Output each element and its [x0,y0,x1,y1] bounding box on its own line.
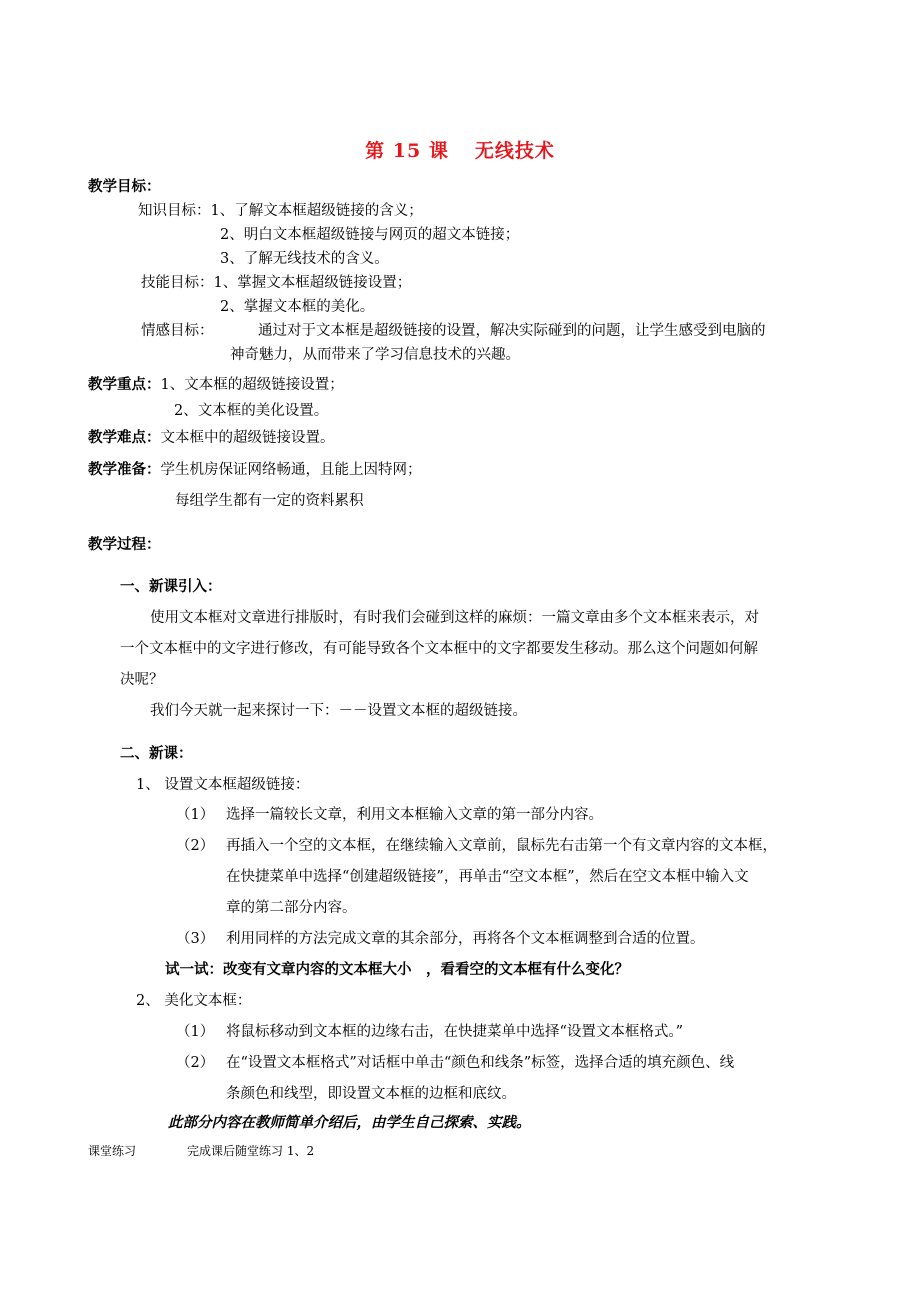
s1-item-1-number: （1） [176,807,215,823]
objectives-heading: 教学目标： [88,178,161,195]
intro-heading: 一、新课引入： [120,578,222,595]
preparation-text-1: 学生机房保证网络畅通，且能上因特网； [160,462,422,478]
key-points-label: 教学重点： [88,376,161,393]
knowledge-objective-3: 3、了解无线技术的含义。 [220,251,389,267]
key-points-line-1 [88,375,344,395]
skill-objective-1: 技能目标：1、掌握文本框超级链接设置； [141,275,412,291]
key-point-1: 1、文本框的超级链接设置； [160,377,344,393]
preparation-line-2: 每组学生都有一定的资料累积 [175,493,364,509]
s2-item-2-number: （2） [176,1055,215,1071]
intro-paragraph-2: 我们今天就一起来探讨一下：－－设置文本框的超级链接。 [150,703,527,719]
practice-label: 课堂练习 [88,1144,137,1158]
emotion-objective-line-2: 神奇魅力，从而带来了学习信息技术的兴趣。 [230,347,520,363]
intro-paragraph-line-1: 使用文本框对文章进行排版时，有时我们会碰到这样的麻烦：一篇文章由多个文本框来表示，对 [150,610,759,626]
key-point-2: 2、文本框的美化设置。 [174,403,329,419]
preparation-label: 教学准备： [88,461,161,478]
emotion-objective-line-1: 通过对于文本框是超级链接的设置，解决实际碰到的问题，让学生感受到电脑的 [258,323,766,339]
s2-item-1-text: 将鼠标移动到文本框的边缘右击，在快捷菜单中选择“设置文本框格式。” [226,1024,684,1040]
skill-objective-2: 2、掌握文本框的美化。 [220,299,375,315]
try-it-prompt: 试一试：改变有文章内容的文本框大小 ，看看空的文本框有什么变化？ [165,961,629,978]
difficulty-text: 文本框中的超级链接设置。 [160,430,335,446]
difficulty-label: 教学难点： [88,429,161,446]
title-lesson-number: 第 15 课 [365,140,449,162]
new-lesson-heading: 二、新课： [120,745,193,762]
s2-item-1-number: （1） [176,1024,215,1040]
knowledge-objective-2: 2、明白文本框超级链接与网页的超文本链接； [220,227,520,243]
s2-item-2-line-1: 在“设置文本框格式”对话框中单击“颜色和线条”标签，选择合适的填充颜色、线 [226,1055,735,1071]
page-title [0,136,920,163]
process-heading: 教学过程： [88,536,161,553]
s2-item-2-line-2: 条颜色和线型，即设置文本框的边框和底纹。 [226,1086,516,1102]
practice-text: 完成课后随堂练习 1、2 [187,1144,315,1158]
section-1-title: 1、 设置文本框超级链接： [136,777,310,793]
preparation-line-1 [88,460,422,480]
s1-item-2-line-2: 在快捷菜单中选择“创建超级链接”，再单击“空文本框”，然后在空文本框中输入文 [226,869,749,885]
teaching-note: 此部分内容在教师简单介绍后，由学生自己探索、实践。 [168,1114,531,1131]
s1-item-2-line-1: 再插入一个空的文本框，在继续输入文章前，鼠标先右击第一个有文章内容的文本框， [226,838,777,854]
intro-paragraph-line-2: 一个文本框中的文字进行修改，有可能导致各个文本框中的文字都要发生移动。那么这个问题如何解 [120,641,758,657]
intro-paragraph-line-3: 决呢？ [120,672,164,688]
s1-item-1-text: 选择一篇较长文章，利用文本框输入文章的第一部分内容。 [226,807,603,823]
emotion-objective-label: 情感目标： [141,323,214,339]
knowledge-objective-1: 知识目标：1、了解文本框超级链接的含义； [138,203,423,219]
difficulty-line [88,428,335,448]
section-2-title: 2、 美化文本框： [136,993,252,1009]
s1-item-2-number: （2） [176,838,215,854]
s1-item-2-line-3: 章的第二部分内容。 [226,900,357,916]
s1-item-3-text: 利用同样的方法完成文章的其余部分，再将各个文本框调整到合适的位置。 [226,931,705,947]
title-topic: 无线技术 [474,140,555,162]
s1-item-3-number: （3） [176,931,215,947]
